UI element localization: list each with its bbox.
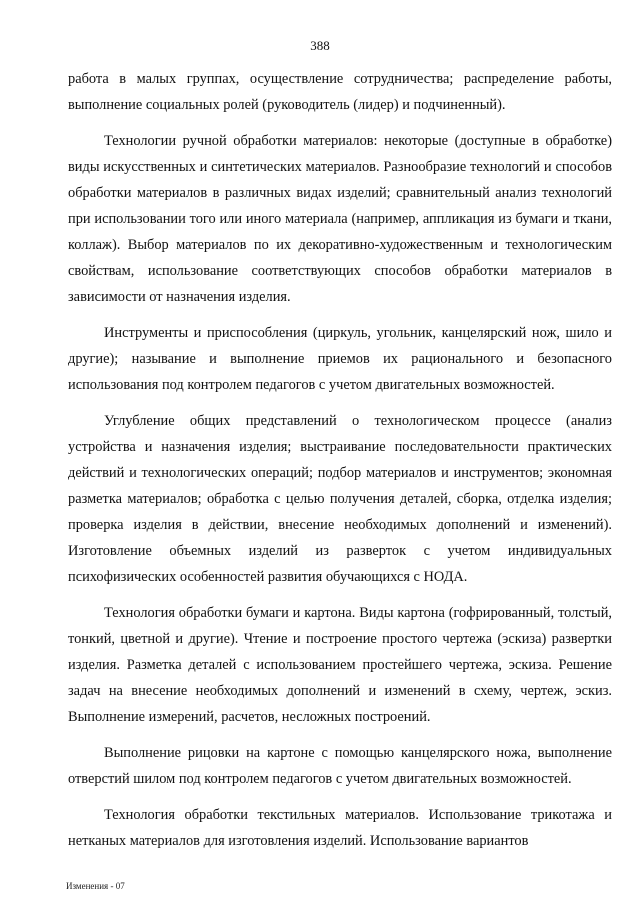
paragraph-tools: Инструменты и приспособления (циркуль, угольник, канцелярский нож, шило и другие); называние и выполнение приемов их рационального и безопасного использования под контролем педагогов с учетом двигательных возможностей. (68, 325, 612, 393)
body-text (68, 66, 612, 864)
page-number: 388 (310, 38, 330, 53)
paragraph-continuation: работа в малых группах, осуществление сотрудничества; распределение работы, выполнение социальных ролей (руководитель (лидер) и подчиненный). (68, 71, 612, 113)
paragraph-scoring: Выполнение рицовки на картоне с помощью канцелярского ножа, выполнение отверстий шилом под контролем педагогов с учетом двигательных возможностей. (68, 745, 612, 787)
paragraph-textile: Технология обработки текстильных материалов. Использование трикотажа и нетканых материалов для изготовления изделий. Использование вариантов (68, 807, 612, 849)
paragraph-manual-processing: Технологии ручной обработки материалов: некоторые (доступные в обработке) виды искусственных и синтетических материалов. Разнообразие технологий и способов обработки материалов в различных видах изделий; сравнительный анализ технологий при использовании того или иного материала (например, аппликация из бумаги и ткани, коллаж). Выбор материалов по их декоративно-художественным и технологическим свойствам, использование соответствующих способов обработки материалов в зависимости от назначения изделия. (68, 133, 612, 305)
footer-revision-note: Изменения - 07 (66, 881, 125, 891)
paragraph-paper-cardboard: Технология обработки бумаги и картона. Виды картона (гофрированный, толстый, тонкий, цветной и другие). Чтение и построение простого чертежа (эскиза) развертки изделия. Разметка деталей с использованием простейшего чертежа, эскиза. Решение задач на внесение необходимых дополнений и изменений в схему, чертеж, эскиз. Выполнение измерений, расчетов, несложных построений. (68, 605, 612, 725)
paragraph-technological-process: Углубление общих представлений о технологическом процессе (анализ устройства и назначения изделия; выстраивание последовательности практических действий и технологических операций; подбор материалов и инструментов; экономная разметка материалов; обработка с целью получения деталей, сборка, отделка изделия; проверка изделия в действии, внесение необходимых дополнений и изменений). Изготовление объемных изделий из разверток с учетом индивидуальных психофизических особенностей развития обучающихся с НОДА. (68, 413, 612, 585)
